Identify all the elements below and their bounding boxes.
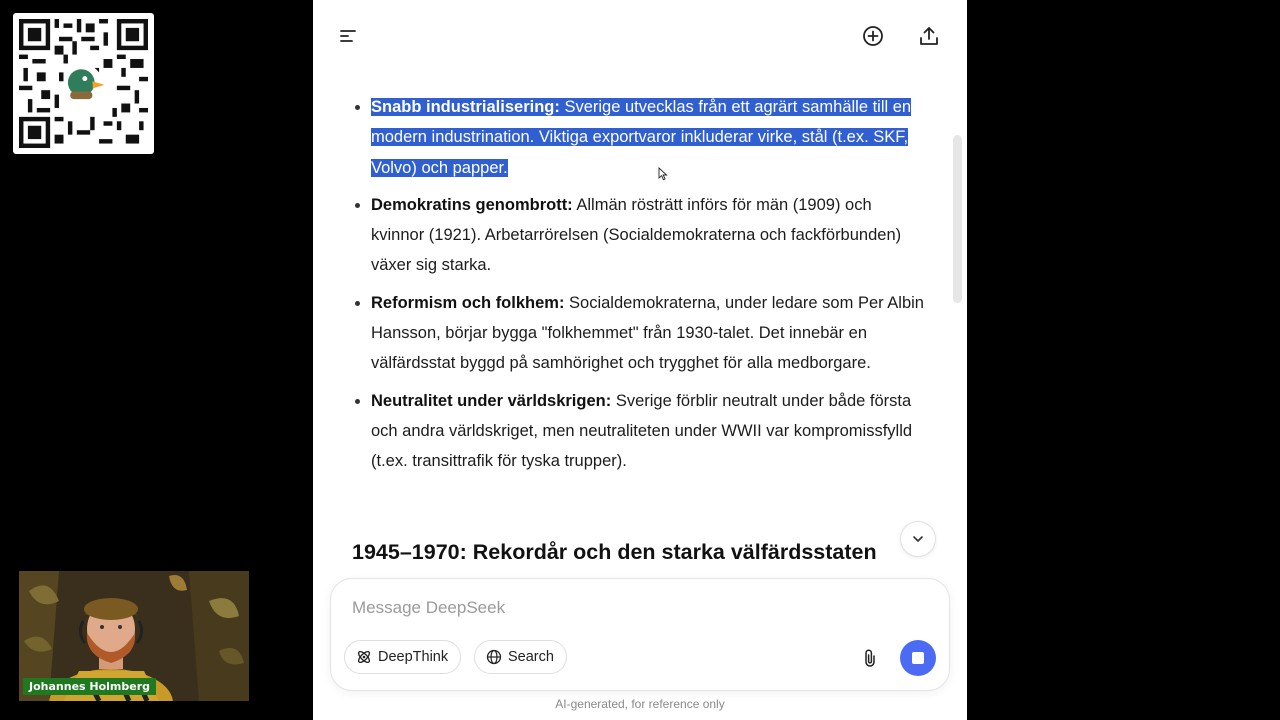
- chat-content: [313, 0, 967, 575]
- list-item-text: Sverige utvecklas från ett agrärt samhälle till en modern industrination. Viktiga exportvaror inkluderar virke, stål (t.ex. SKF, Volvo) och papper.: [371, 98, 912, 177]
- presenter-name-tag: Johannes Holmberg: [23, 678, 156, 695]
- message-input[interactable]: [350, 593, 914, 623]
- qr-code-pattern: [19, 19, 148, 148]
- list-item: [352, 92, 924, 183]
- paperclip-icon: [862, 648, 878, 668]
- list-item-title: Neutralitet under världskrigen:: [371, 391, 612, 410]
- disclaimer-text: AI-generated, for reference only: [555, 697, 725, 711]
- share-button[interactable]: [914, 21, 944, 51]
- atom-icon: [356, 649, 372, 665]
- search-button[interactable]: [474, 640, 567, 674]
- list-item-text: Sverige förblir neutralt under både första och andra världskriget, men neutraliteten under WWII var kompromissfylld (t.ex. transittrafik för tyska trupper).: [371, 391, 913, 471]
- list-item-title: Snabb industrialisering:: [371, 98, 560, 116]
- stop-generation-button[interactable]: [900, 640, 936, 676]
- deepthink-label: DeepThink: [378, 649, 449, 665]
- new-chat-button[interactable]: [858, 21, 888, 51]
- attach-button[interactable]: [858, 646, 882, 670]
- list-item: [352, 190, 924, 281]
- scroll-to-bottom-button[interactable]: [900, 521, 936, 557]
- list-item: [352, 288, 924, 379]
- chat-app: [313, 0, 967, 720]
- qr-code: [13, 13, 154, 154]
- upload-icon: [918, 25, 940, 47]
- section-heading: 1945–1970: Rekordår och den starka välfärdsstaten: [352, 540, 877, 564]
- list-item-title: Reformism och folkhem:: [371, 293, 565, 312]
- menu-button[interactable]: [333, 21, 363, 51]
- deepthink-button[interactable]: [344, 640, 461, 674]
- plus-circle-icon: [862, 25, 884, 47]
- scrollbar[interactable]: [953, 135, 962, 303]
- menu-icon: [338, 28, 358, 44]
- selected-text[interactable]: [371, 98, 911, 177]
- globe-icon: [486, 649, 502, 665]
- top-bar: [313, 0, 967, 74]
- list-item: [352, 386, 924, 477]
- search-label: Search: [508, 649, 554, 665]
- message-composer: [330, 578, 950, 691]
- list-item-text: Socialdemokraterna, under ledare som Per Albin Hansson, börjar bygga "folkhemmet" från 1930-talet. Det innebär en välfärdsstat byggd på samhörighet och trygghet för alla medborgare.: [371, 293, 924, 373]
- mouse-cursor-icon: [658, 167, 668, 186]
- presenter-webcam: [19, 571, 249, 701]
- list-item-title: Demokratins genombrott:: [371, 195, 573, 214]
- stop-icon: [912, 652, 924, 664]
- chevron-down-icon: [911, 532, 925, 546]
- list-item-text: Allmän rösträtt införs för män (1909) och kvinnor (1921). Arbetarrörelsen (Socialdemokraterna och fackförbunden) växer sig starka.: [371, 195, 902, 275]
- bullet-list: [352, 92, 924, 484]
